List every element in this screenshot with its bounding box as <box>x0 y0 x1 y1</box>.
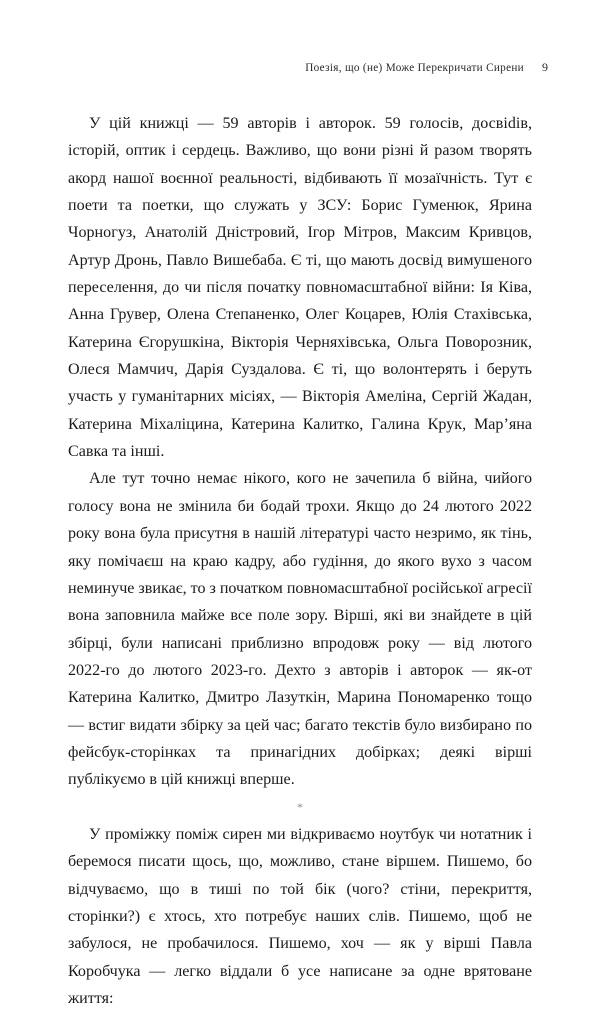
paragraph: Але тут точно немає нікого, кого не зачепила б війна, чийого голосу вона не змінила би бодай трохи. Якщо до 24 лютого 2022 року вона була присутня в нашій літературі часто незримо, як тінь, яку помічаєш на краю кадру, або гудіння, до якого вухо з часом неминуче звикає, то з початком повномасштабної російської агресії вона заповнила майже все поле зору. Вірші, які ви знайдете в цій збірці, були написані приблизно впродовж року — від лютого 2022-го до лютого 2023-го. Дехто з авторів і авторок — як-от Катерина Калитко, Дмитро Лазуткін, Марина Пономаренко тощо — встиг видати збірку за цей час; багато текстів було визбирано по фейсбук-сторінках та принагідних добірках; деякі вірші публікуємо в цій книжці вперше. <box>68 470 532 789</box>
page-number: 9 <box>542 60 548 74</box>
running-head <box>68 60 548 80</box>
body-textblock <box>68 110 532 1012</box>
paragraph: У цій книжці — 59 авторів і авторок. 59 голосів, досвіdів, історій, оптик і сердець. Важливо, що вони різні й разом творять акорд нашої воєнної реальності, відбивають її мозаїчність. Тут є поети та поетки, що служать у ЗСУ: Борис Гуменюк, Ярина Чорногуз, Анатолій Дністровий, Ігор Мітров, Максим Кривцов, Артур Дронь, Павло Вишебаба. Є ті, що мають досвід вимушеного переселення, до чи після початку повномасштабної війни: Ія Ківа, Анна Грувер, Олена Степаненко, Олег Коцарев, Юлія Стахівська, Катерина Єгорушкіна, Вікторія Черняхівська, Ольга Поворозник, Олеся Мамчич, Дарія Суздалова. Є ті, що волонтерять і беруть участь у гуманітарних місіях, — Вікторія Амеліна, Сергій Жадан, Катерина Міхаліцина, Катерина Калитко, Галина Крук, Мар’яна Савка та інші. <box>68 115 532 461</box>
section-separator-asterisk: * <box>297 799 303 814</box>
running-head-title: Поезія, що (не) Може Перекричати Сирени <box>305 62 524 74</box>
paragraph: У проміжку поміж сирен ми відкриваємо ноутбук чи нотатник і беремося писати щось, що, можливо, стане віршем. Пишемо, бо відчуваємо, що в тиші по той бік (чого? стіни, перекриття, сторінки?) є хтось, хто потребує наших слів. Пишемо, щоб не забулося, не пробачилося. Пишемо, хоч — як у вірші Павла Коробчука — легко віддали б усе написане за одне врятоване життя: <box>68 825 532 1007</box>
